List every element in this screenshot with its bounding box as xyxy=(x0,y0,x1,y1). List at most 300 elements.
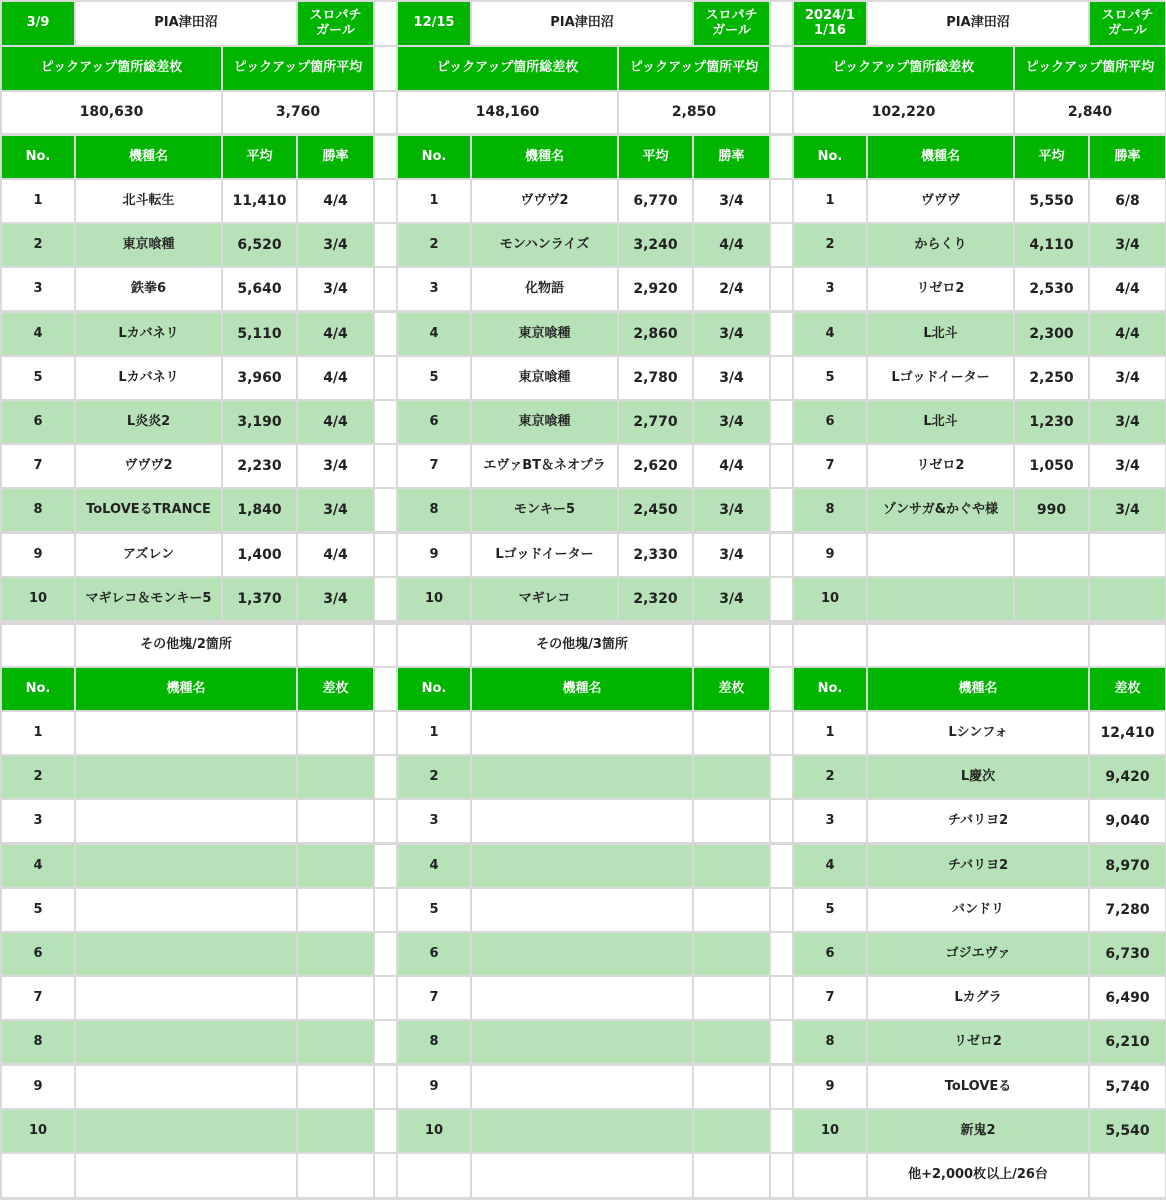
col-no-header: No. xyxy=(398,136,470,178)
col-no-header: No. xyxy=(794,668,866,710)
date-label: 2024/1 1/16 xyxy=(794,2,866,45)
row-diff xyxy=(694,1021,769,1063)
avg-label: ピックアップ箇所平均 xyxy=(223,47,373,90)
row-model: チバリヨ2 xyxy=(868,845,1088,887)
col-winrate-header: 勝率 xyxy=(1090,136,1165,178)
row-no: 3 xyxy=(398,268,470,310)
spacer-cell xyxy=(375,1021,396,1063)
row-model: ゴジエヴァ xyxy=(868,933,1088,975)
spacer-cell xyxy=(375,180,396,222)
col-no-header: No. xyxy=(794,136,866,178)
row-no: 6 xyxy=(2,401,74,443)
row-diff xyxy=(694,977,769,1019)
row-diff xyxy=(298,1066,373,1108)
row-winrate: 3/4 xyxy=(298,224,373,266)
row-diff: 12,410 xyxy=(1090,712,1165,754)
spacer-cell xyxy=(375,357,396,399)
row-winrate xyxy=(1090,578,1165,620)
row-diff: 8,970 xyxy=(1090,845,1165,887)
row-avg: 3,240 xyxy=(619,224,692,266)
row-winrate xyxy=(1090,534,1165,576)
total-value: 180,630 xyxy=(2,92,221,133)
row-no: 7 xyxy=(2,445,74,487)
row-diff: 6,210 xyxy=(1090,1021,1165,1063)
row-model: Lゴッドイーター xyxy=(868,357,1013,399)
spacer-cell xyxy=(771,92,792,133)
row-no: 6 xyxy=(2,933,74,975)
spacer-cell xyxy=(375,756,396,798)
row-avg: 3,960 xyxy=(223,357,296,399)
row-model xyxy=(472,1110,692,1152)
spacer-cell xyxy=(771,756,792,798)
col-diff-header: 差枚 xyxy=(1090,668,1165,710)
row-avg: 1,050 xyxy=(1015,445,1088,487)
spacer-cell xyxy=(375,268,396,310)
row-no: 10 xyxy=(2,578,74,620)
row-winrate: 4/4 xyxy=(298,357,373,399)
row-winrate: 3/4 xyxy=(694,578,769,620)
spacer-cell xyxy=(771,800,792,842)
row-diff xyxy=(298,800,373,842)
other-blank xyxy=(1090,625,1165,666)
row-no: 6 xyxy=(398,401,470,443)
row-diff xyxy=(298,1110,373,1152)
row-model: L慶次 xyxy=(868,756,1088,798)
row-model xyxy=(472,933,692,975)
other-blank xyxy=(794,625,866,666)
row-model: リゼロ2 xyxy=(868,445,1013,487)
row-avg: 2,920 xyxy=(619,268,692,310)
row-model: 新鬼2 xyxy=(868,1110,1088,1152)
row-no: 2 xyxy=(398,224,470,266)
row-no: 8 xyxy=(398,1021,470,1063)
row-avg: 2,230 xyxy=(223,445,296,487)
row-model: Lカバネリ xyxy=(76,313,221,355)
row-avg: 6,770 xyxy=(619,180,692,222)
spacer-cell xyxy=(771,933,792,975)
row-no: 8 xyxy=(794,489,866,531)
spacer-cell xyxy=(375,668,396,710)
col-diff-header: 差枚 xyxy=(694,668,769,710)
other-note xyxy=(868,625,1088,666)
row-diff xyxy=(694,1066,769,1108)
tag-label: スロパチ ガール xyxy=(694,2,769,45)
total-label: ピックアップ箇所総差枚 xyxy=(2,47,221,90)
footer-blank xyxy=(1090,1154,1165,1197)
other-note: その他塊/2箇所 xyxy=(76,625,296,666)
row-winrate: 3/4 xyxy=(298,489,373,531)
row-model: ToLOVEる xyxy=(868,1066,1088,1108)
tag-label: スロパチ ガール xyxy=(298,2,373,45)
row-model: アズレン xyxy=(76,534,221,576)
row-no: 10 xyxy=(398,1110,470,1152)
row-avg: 4,110 xyxy=(1015,224,1088,266)
row-winrate: 3/4 xyxy=(298,578,373,620)
spacer-cell xyxy=(375,136,396,178)
total-label: ピックアップ箇所総差枚 xyxy=(398,47,617,90)
row-model xyxy=(472,845,692,887)
spacer-cell xyxy=(375,578,396,620)
col-model-header: 機種名 xyxy=(472,668,692,710)
other-blank xyxy=(694,625,769,666)
spacer-cell xyxy=(771,136,792,178)
footer-blank xyxy=(298,1154,373,1197)
spacer-cell xyxy=(375,224,396,266)
spacer-cell xyxy=(375,92,396,133)
row-avg: 2,770 xyxy=(619,401,692,443)
row-model xyxy=(472,889,692,931)
row-model: バンドリ xyxy=(868,889,1088,931)
spacer-cell xyxy=(375,1066,396,1108)
row-winrate: 3/4 xyxy=(694,489,769,531)
row-winrate: 4/4 xyxy=(298,401,373,443)
row-model: Lシンフォ xyxy=(868,712,1088,754)
spacer-cell xyxy=(771,578,792,620)
spacer-cell xyxy=(375,1154,396,1197)
avg-value: 3,760 xyxy=(223,92,373,133)
row-no: 1 xyxy=(2,180,74,222)
spacer-cell xyxy=(771,180,792,222)
col-model-header: 機種名 xyxy=(76,668,296,710)
row-model xyxy=(472,756,692,798)
col-no-header: No. xyxy=(2,668,74,710)
row-diff: 9,420 xyxy=(1090,756,1165,798)
other-blank xyxy=(2,625,74,666)
row-winrate: 4/4 xyxy=(298,534,373,576)
row-no: 1 xyxy=(398,712,470,754)
spacer-cell xyxy=(771,489,792,531)
spacer-cell xyxy=(771,977,792,1019)
row-diff xyxy=(298,1021,373,1063)
row-model: チバリヨ2 xyxy=(868,800,1088,842)
row-winrate: 3/4 xyxy=(298,268,373,310)
row-no: 1 xyxy=(2,712,74,754)
total-value: 148,160 xyxy=(398,92,617,133)
row-no: 2 xyxy=(398,756,470,798)
spacer-cell xyxy=(375,800,396,842)
row-winrate: 4/4 xyxy=(298,313,373,355)
row-model: ヴヴヴ2 xyxy=(472,180,617,222)
row-no: 5 xyxy=(2,357,74,399)
other-blank xyxy=(298,625,373,666)
row-no: 7 xyxy=(2,977,74,1019)
store-name: PIA津田沼 xyxy=(868,2,1088,45)
row-diff xyxy=(694,800,769,842)
other-note: その他塊/3箇所 xyxy=(472,625,692,666)
row-no: 1 xyxy=(794,180,866,222)
row-model: ToLOVEるTRANCE xyxy=(76,489,221,531)
row-model: ヴヴヴ xyxy=(868,180,1013,222)
col-avg-header: 平均 xyxy=(1015,136,1088,178)
spacer-cell xyxy=(771,1066,792,1108)
row-model: 北斗転生 xyxy=(76,180,221,222)
col-diff-header: 差枚 xyxy=(298,668,373,710)
row-no: 1 xyxy=(398,180,470,222)
spacer-cell xyxy=(375,977,396,1019)
spacer-cell xyxy=(771,445,792,487)
spacer-cell xyxy=(771,845,792,887)
spacer-cell xyxy=(771,224,792,266)
spacer-cell xyxy=(771,1110,792,1152)
spacer-cell xyxy=(771,534,792,576)
row-no: 9 xyxy=(398,1066,470,1108)
row-model: リゼロ2 xyxy=(868,268,1013,310)
row-winrate: 4/4 xyxy=(694,224,769,266)
row-no: 9 xyxy=(2,534,74,576)
avg-value: 2,850 xyxy=(619,92,769,133)
total-label: ピックアップ箇所総差枚 xyxy=(794,47,1013,90)
row-winrate: 3/4 xyxy=(694,357,769,399)
row-no: 6 xyxy=(794,933,866,975)
row-model: L北斗 xyxy=(868,401,1013,443)
footer-blank xyxy=(2,1154,74,1197)
col-no-header: No. xyxy=(2,136,74,178)
row-no: 7 xyxy=(398,977,470,1019)
row-diff xyxy=(694,845,769,887)
avg-value: 2,840 xyxy=(1015,92,1165,133)
row-model: 東京喰種 xyxy=(76,224,221,266)
date-label: 12/15 xyxy=(398,2,470,45)
row-avg: 2,860 xyxy=(619,313,692,355)
row-no: 10 xyxy=(794,1110,866,1152)
row-model xyxy=(76,1066,296,1108)
row-no: 5 xyxy=(398,357,470,399)
row-model: ヴヴヴ2 xyxy=(76,445,221,487)
row-no: 4 xyxy=(794,845,866,887)
row-avg xyxy=(1015,578,1088,620)
row-no: 3 xyxy=(794,800,866,842)
row-avg: 2,330 xyxy=(619,534,692,576)
row-model xyxy=(76,889,296,931)
row-avg: 1,230 xyxy=(1015,401,1088,443)
row-model: モンキー5 xyxy=(472,489,617,531)
row-model: 化物語 xyxy=(472,268,617,310)
row-model: 東京喰種 xyxy=(472,401,617,443)
row-avg: 6,520 xyxy=(223,224,296,266)
row-no: 4 xyxy=(398,313,470,355)
spacer-cell xyxy=(771,889,792,931)
row-no: 10 xyxy=(2,1110,74,1152)
row-model xyxy=(76,756,296,798)
row-winrate: 4/4 xyxy=(1090,313,1165,355)
row-model xyxy=(868,534,1013,576)
row-winrate: 3/4 xyxy=(1090,401,1165,443)
row-diff xyxy=(298,977,373,1019)
col-winrate-header: 勝率 xyxy=(298,136,373,178)
row-avg: 2,300 xyxy=(1015,313,1088,355)
row-winrate: 3/4 xyxy=(694,401,769,443)
row-model xyxy=(472,1066,692,1108)
spacer-cell xyxy=(375,534,396,576)
spacer-cell xyxy=(375,712,396,754)
spacer-cell xyxy=(375,489,396,531)
row-model xyxy=(76,712,296,754)
footer-blank xyxy=(694,1154,769,1197)
row-model: ゾンサガ&かぐや様 xyxy=(868,489,1013,531)
store-name: PIA津田沼 xyxy=(472,2,692,45)
other-blank xyxy=(398,625,470,666)
spacer-cell xyxy=(771,625,792,666)
row-diff: 6,490 xyxy=(1090,977,1165,1019)
spacer-cell xyxy=(375,845,396,887)
total-value: 102,220 xyxy=(794,92,1013,133)
row-avg: 1,400 xyxy=(223,534,296,576)
avg-label: ピックアップ箇所平均 xyxy=(1015,47,1165,90)
row-no: 2 xyxy=(794,224,866,266)
row-no: 2 xyxy=(2,756,74,798)
row-winrate: 3/4 xyxy=(1090,445,1165,487)
row-winrate: 3/4 xyxy=(694,313,769,355)
row-model xyxy=(76,1021,296,1063)
spacer-cell xyxy=(375,625,396,666)
avg-label: ピックアップ箇所平均 xyxy=(619,47,769,90)
col-avg-header: 平均 xyxy=(619,136,692,178)
row-no: 7 xyxy=(794,445,866,487)
row-model: L北斗 xyxy=(868,313,1013,355)
row-avg: 5,640 xyxy=(223,268,296,310)
row-avg: 990 xyxy=(1015,489,1088,531)
row-no: 9 xyxy=(398,534,470,576)
date-label: 3/9 xyxy=(2,2,74,45)
row-diff xyxy=(298,756,373,798)
spacer-cell xyxy=(771,1021,792,1063)
row-model: エヴァBT＆ネオプラ xyxy=(472,445,617,487)
row-model: Lカバネリ xyxy=(76,357,221,399)
spacer-cell xyxy=(771,357,792,399)
row-winrate: 3/4 xyxy=(1090,224,1165,266)
row-avg: 2,320 xyxy=(619,578,692,620)
col-winrate-header: 勝率 xyxy=(694,136,769,178)
row-avg: 2,250 xyxy=(1015,357,1088,399)
row-model: マギレコ xyxy=(472,578,617,620)
spacer-cell xyxy=(771,712,792,754)
spacer-cell xyxy=(771,1154,792,1197)
row-no: 8 xyxy=(794,1021,866,1063)
row-model xyxy=(76,845,296,887)
row-model: マギレコ＆モンキー5 xyxy=(76,578,221,620)
footer-note xyxy=(472,1154,692,1197)
row-winrate: 3/4 xyxy=(1090,489,1165,531)
row-diff: 6,730 xyxy=(1090,933,1165,975)
col-model-header: 機種名 xyxy=(868,136,1013,178)
row-model: リゼロ2 xyxy=(868,1021,1088,1063)
row-model xyxy=(76,933,296,975)
row-avg: 2,450 xyxy=(619,489,692,531)
row-avg: 1,370 xyxy=(223,578,296,620)
row-winrate: 3/4 xyxy=(694,534,769,576)
spacer-cell xyxy=(375,401,396,443)
spacer-cell xyxy=(375,1110,396,1152)
row-diff xyxy=(694,712,769,754)
spacer-cell xyxy=(771,47,792,90)
row-no: 9 xyxy=(794,534,866,576)
col-avg-header: 平均 xyxy=(223,136,296,178)
footer-blank xyxy=(794,1154,866,1197)
row-model xyxy=(76,1110,296,1152)
row-no: 8 xyxy=(398,489,470,531)
row-model: L炎炎2 xyxy=(76,401,221,443)
row-model: 東京喰種 xyxy=(472,313,617,355)
row-diff xyxy=(694,756,769,798)
row-avg: 11,410 xyxy=(223,180,296,222)
row-model: Lゴッドイーター xyxy=(472,534,617,576)
spacer-cell xyxy=(375,889,396,931)
row-diff: 5,540 xyxy=(1090,1110,1165,1152)
col-model-header: 機種名 xyxy=(76,136,221,178)
row-winrate: 4/4 xyxy=(1090,268,1165,310)
row-no: 1 xyxy=(794,712,866,754)
row-diff xyxy=(694,933,769,975)
row-winrate: 2/4 xyxy=(694,268,769,310)
row-no: 3 xyxy=(2,800,74,842)
row-model xyxy=(76,977,296,1019)
row-diff: 9,040 xyxy=(1090,800,1165,842)
footer-note xyxy=(76,1154,296,1197)
row-diff xyxy=(694,889,769,931)
row-no: 5 xyxy=(794,889,866,931)
tag-label: スロパチ ガール xyxy=(1090,2,1165,45)
spacer-cell xyxy=(375,313,396,355)
row-model xyxy=(472,977,692,1019)
row-no: 4 xyxy=(398,845,470,887)
row-no: 5 xyxy=(2,889,74,931)
spacer-cell xyxy=(771,313,792,355)
row-no: 4 xyxy=(2,313,74,355)
row-no: 7 xyxy=(794,977,866,1019)
row-no: 5 xyxy=(398,889,470,931)
row-winrate: 3/4 xyxy=(1090,357,1165,399)
row-model: からくり xyxy=(868,224,1013,266)
row-no: 10 xyxy=(794,578,866,620)
row-no: 7 xyxy=(398,445,470,487)
row-avg: 1,840 xyxy=(223,489,296,531)
row-diff xyxy=(298,845,373,887)
row-no: 9 xyxy=(2,1066,74,1108)
row-winrate: 3/4 xyxy=(694,180,769,222)
row-model xyxy=(472,1021,692,1063)
spacer-cell xyxy=(375,47,396,90)
row-model: 鉄拳6 xyxy=(76,268,221,310)
footer-blank xyxy=(398,1154,470,1197)
footer-note: 他+2,000枚以上/26台 xyxy=(868,1154,1088,1197)
col-model-header: 機種名 xyxy=(868,668,1088,710)
row-model: モンハンライズ xyxy=(472,224,617,266)
row-diff: 5,740 xyxy=(1090,1066,1165,1108)
row-model xyxy=(76,800,296,842)
row-winrate: 4/4 xyxy=(298,180,373,222)
row-diff xyxy=(694,1110,769,1152)
row-model xyxy=(868,578,1013,620)
row-no: 3 xyxy=(398,800,470,842)
row-winrate: 4/4 xyxy=(694,445,769,487)
row-no: 5 xyxy=(794,357,866,399)
row-avg: 2,780 xyxy=(619,357,692,399)
row-no: 8 xyxy=(2,489,74,531)
spacer-cell xyxy=(375,2,396,45)
row-no: 2 xyxy=(794,756,866,798)
row-avg: 3,190 xyxy=(223,401,296,443)
row-no: 4 xyxy=(2,845,74,887)
row-avg: 2,530 xyxy=(1015,268,1088,310)
row-model: 東京喰種 xyxy=(472,357,617,399)
row-no: 2 xyxy=(2,224,74,266)
row-no: 6 xyxy=(398,933,470,975)
row-model xyxy=(472,712,692,754)
row-no: 4 xyxy=(794,313,866,355)
row-no: 9 xyxy=(794,1066,866,1108)
row-avg: 5,550 xyxy=(1015,180,1088,222)
spacer-cell xyxy=(375,933,396,975)
